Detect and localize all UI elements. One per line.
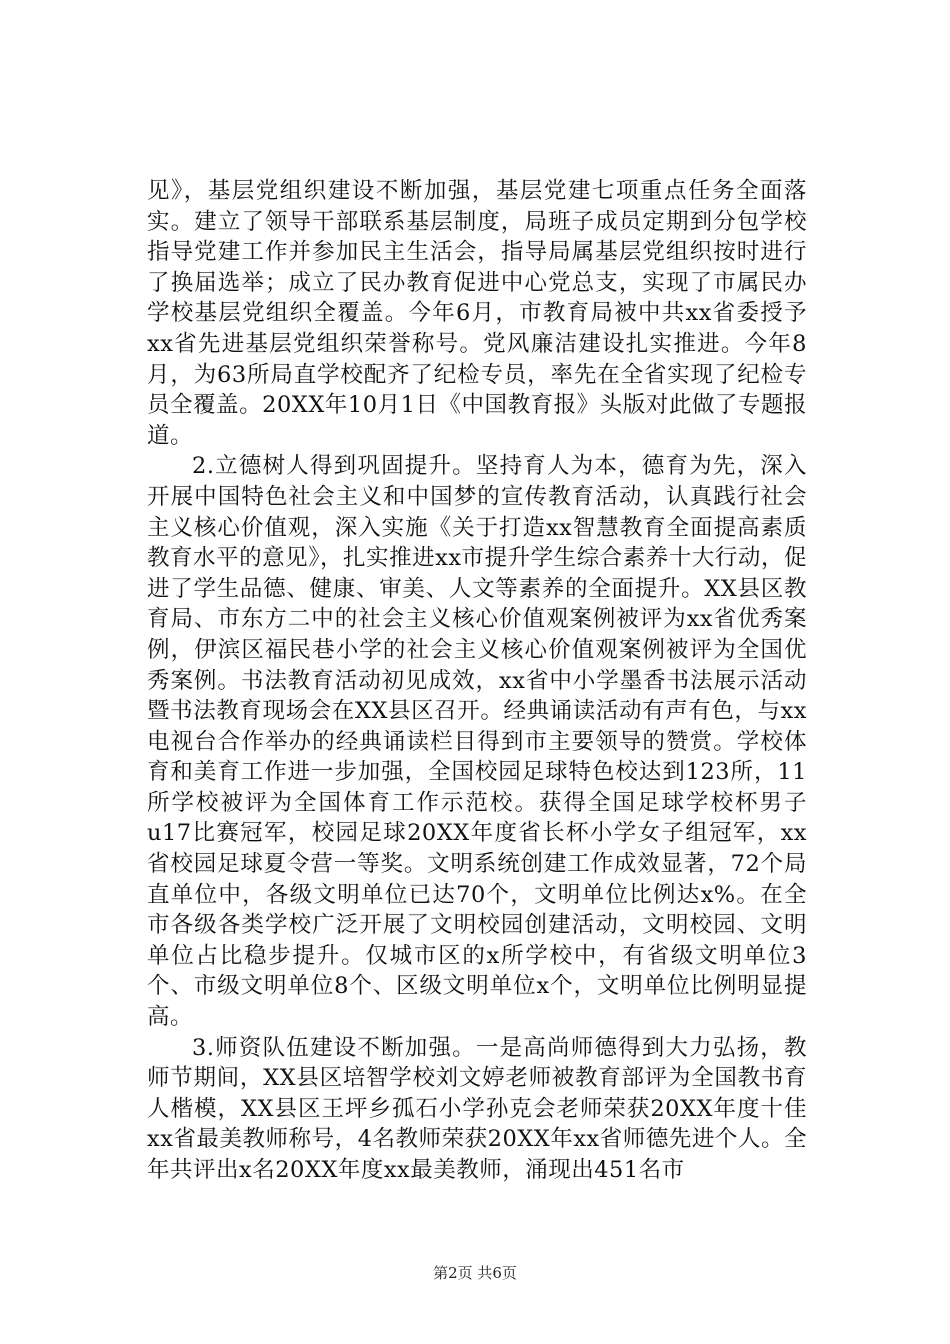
paragraph-continuation: 见》，基层党组织建设不断加强，基层党建七项重点任务全面落实。建立了领导干部联系基层制度，局班子成员定期到分包学校指导党建工作并参加民主生活会，指导局属基层党组织按时进行了换届选举；成立了民办教育促进中心党总支，实现了市属民办学校基层党组织全覆盖。今年6月，市教育局被中共xx省委授予xx省先进基层党组织荣誉称号。党风廉洁建设扎实推进。今年8月，为63所局直学校配齐了纪检专员，率先在全省实现了纪检专员全覆盖。20XX年10月1日《中国教育报》头版对此做了专题报道。 (147, 178, 807, 449)
paragraph-teacher-team: 3.师资队伍建设不断加强。一是高尚师德得到大力弘扬，教师节期间，XX县区培智学校刘文婷老师被教育部评为全国教书育人楷模，XX县区王坪乡孤石小学孙克会老师荣获20XX年度十佳xx省最美教师称号，4名教师荣获20XX年xx省师德先进个人。全年共评出x名20XX年度xx最美教师，涌现出451名市 (147, 1034, 807, 1183)
paragraph-moral-education: 2.立德树人得到巩固提升。坚持育人为本，德育为先，深入开展中国特色社会主义和中国梦的宣传教育活动，认真践行社会主义核心价值观，深入实施《关于打造xx智慧教育全面提高素质教育水平的意见》，扎实推进xx市提升学生综合素养十大行动，促进了学生品德、健康、审美、人文等素养的全面提升。XX县区教育局、市东方二中的社会主义核心价值观案例被评为xx省优秀案例，伊滨区福民巷小学的社会主义核心价值观案例被评为全国优秀案例。书法教育活动初见成效，xx省中小学墨香书法展示活动暨书法教育现场会在XX县区召开。经典诵读活动有声有色，与xx电视台合作举办的经典诵读栏目得到市主要领导的赞赏。学校体育和美育工作进一步加强，全国校园足球特色校达到123所，11所学校被评为全国体育工作示范校。获得全国足球学校杯男子u17比赛冠军，校园足球20XX年度省长杯小学女子组冠军，xx省校园足球夏令营一等奖。文明系统创建工作成效显著，72个局直单位中，各级文明单位已达70个，文明单位比例达x%。在全市各级各类学校广泛开展了文明校园创建活动，文明校园、文明单位占比稳步提升。仅城市区的x所学校中，有省级文明单位3个、市级文明单位8个、区级文明单位x个，文明单位比例明显提高。 (147, 453, 807, 1031)
body-text (147, 176, 807, 1186)
page-footer: 第2页 共6页 (433, 1264, 517, 1282)
